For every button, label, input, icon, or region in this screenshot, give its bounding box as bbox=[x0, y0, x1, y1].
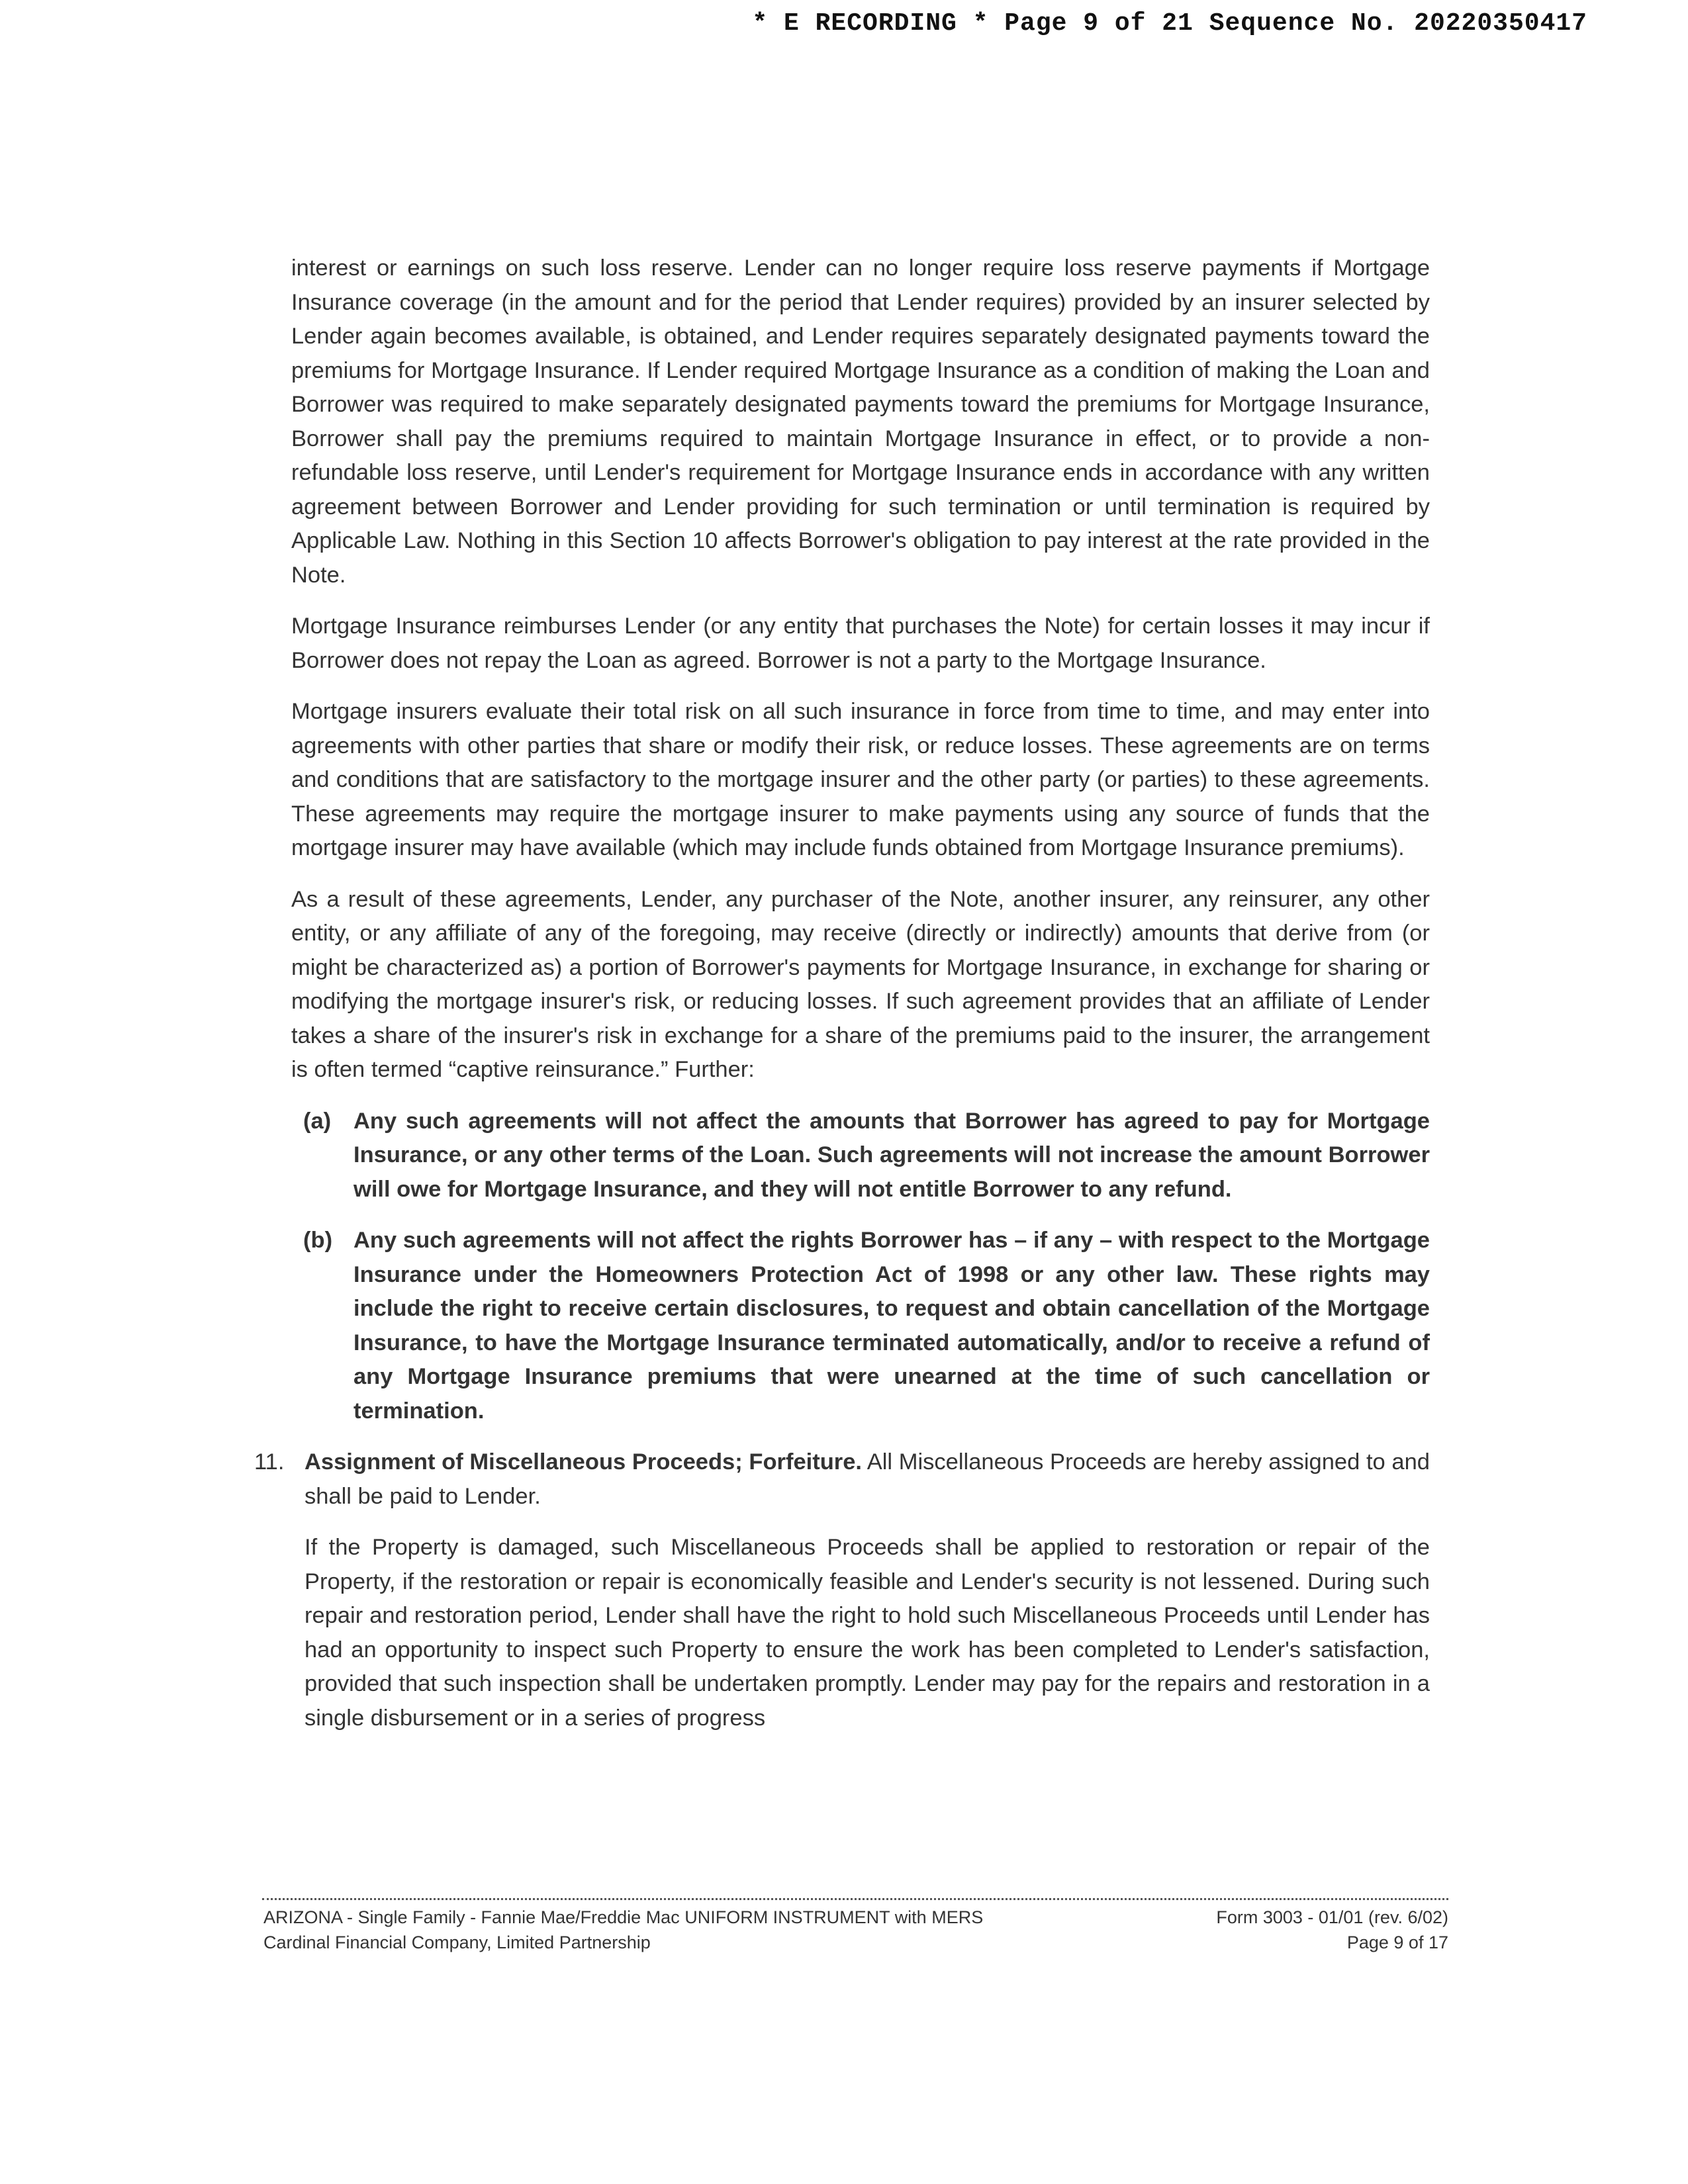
paragraph-property-damaged: If the Property is damaged, such Miscellaneous Proceeds shall be applied to restoration or repair of the Property, if the restoration or repair is economically feasible and Lender's security is not lessened. During such repair and restoration period, Lender shall have the right to hold such Miscellaneous Proceeds until Lender has had an opportunity to inspect such Property to ensure the work has been completed to Lender's satisfaction, provided that such inspection shall be undertaken promptly. Lender may pay for the repairs and restoration in a single disbursement or in a series of progress bbox=[305, 1535, 1430, 1731]
document-body bbox=[254, 251, 1430, 1752]
sub-item-text: Any such agreements will not affect the rights Borrower has – if any – with respect to the Mortgage Insurance under the Homeowners Protection Act of 1998 or any other law. These rights may include the right to receive certain disclosures, to request and obtain cancellation of the Mortgage Insurance, to have the Mortgage Insurance terminated automatically, and/or to receive a refund of any Mortgage Insurance premiums that were unearned at the time of such cancellation or termination. bbox=[353, 1228, 1430, 1424]
footer-form-title: ARIZONA - Single Family - Fannie Mae/Freddie Mac UNIFORM INSTRUMENT with MERS bbox=[263, 1907, 984, 1927]
sub-item-text: Any such agreements will not affect the amounts that Borrower has agreed to pay for Mortgage Insurance, or any other terms of the Loan. Such agreements will not increase the amount Borrower will owe for Mortgage Insurance, and they will not entitle Borrower to any refund. bbox=[353, 1108, 1430, 1202]
footer-lender-name: Cardinal Financial Company, Limited Partnership bbox=[263, 1933, 651, 1952]
footer-form-number: Form 3003 - 01/01 (rev. 6/02) bbox=[1216, 1907, 1448, 1927]
paragraph-mi-reimburses: Mortgage Insurance reimburses Lender (or any entity that purchases the Note) for certain losses it may incur if Borrower does not repay the Loan as agreed. Borrower is not a party to the Mortgage Insurance. bbox=[291, 614, 1430, 673]
footer-left bbox=[263, 1905, 983, 1955]
recording-header: * E RECORDING * Page 9 of 21 Sequence No. 20220350417 bbox=[752, 9, 1587, 38]
footer-divider bbox=[262, 1898, 1448, 1900]
sub-item-label: (b) bbox=[303, 1228, 333, 1253]
paragraph-loss-reserve: interest or earnings on such loss reserve. Lender can no longer require loss reserve payments if Mortgage Insurance coverage (in the amount and for the period that Lender requires) provided by an insurer selected by Lender again becomes available, is obtained, and Lender requires separately designated payments toward the premiums for Mortgage Insurance. If Lender required Mortgage Insurance as a condition of making the Loan and Borrower was required to make separately designated payments toward the premiums for Mortgage Insurance, Borrower shall pay the premiums required to maintain Mortgage Insurance in effect, or to provide a non-refundable loss reserve, until Lender's requirement for Mortgage Insurance ends in accordance with any written agreement between Borrower and Lender providing for such termination or until termination is required by Applicable Law. Nothing in this Section 10 affects Borrower's obligation to pay interest at the rate provided in the Note. bbox=[291, 255, 1430, 588]
section-intro-text: All Miscellaneous Proceeds are hereby assigned to and shall be paid to Lender. bbox=[305, 1449, 1430, 1509]
sub-item-a bbox=[291, 1105, 1430, 1207]
paragraph-captive-reinsurance: As a result of these agreements, Lender, any purchaser of the Note, another insurer, any reinsurer, any other entity, or any affiliate of any of the foregoing, may receive (directly or indirectly) amounts that derive from (or might be characterized as) a portion of Borrower's payments for Mortgage Insurance, in exchange for sharing or modifying the mortgage insurer's risk, or reducing losses. If such agreement provides that an affiliate of Lender takes a share of the insurer's risk in exchange for a share of the premiums paid to the insurer, the arrangement is often termed “captive reinsurance.” Further: bbox=[291, 886, 1430, 1082]
section-body bbox=[305, 1445, 1430, 1514]
footer-page-number: Page 9 of 17 bbox=[1346, 1933, 1448, 1952]
sub-item-b bbox=[291, 1224, 1430, 1428]
sub-item-label: (a) bbox=[303, 1108, 332, 1134]
footer-right bbox=[1216, 1905, 1448, 1955]
section-heading: Assignment of Miscellaneous Proceeds; Forfeiture. bbox=[305, 1449, 862, 1475]
section-number: 11. bbox=[254, 1449, 285, 1475]
paragraph-insurers-evaluate: Mortgage insurers evaluate their total risk on all such insurance in force from time to time, and may enter into agreements with other parties that share or modify their risk, or reduce losses. These agreements are on terms and conditions that are satisfactory to the mortgage insurer and the other party (or parties) to these agreements. These agreements may require the mortgage insurer to make payments using any source of funds that the mortgage insurer may have available (which may include funds obtained from Mortgage Insurance premiums). bbox=[291, 699, 1430, 860]
section-11 bbox=[254, 1445, 1430, 1514]
